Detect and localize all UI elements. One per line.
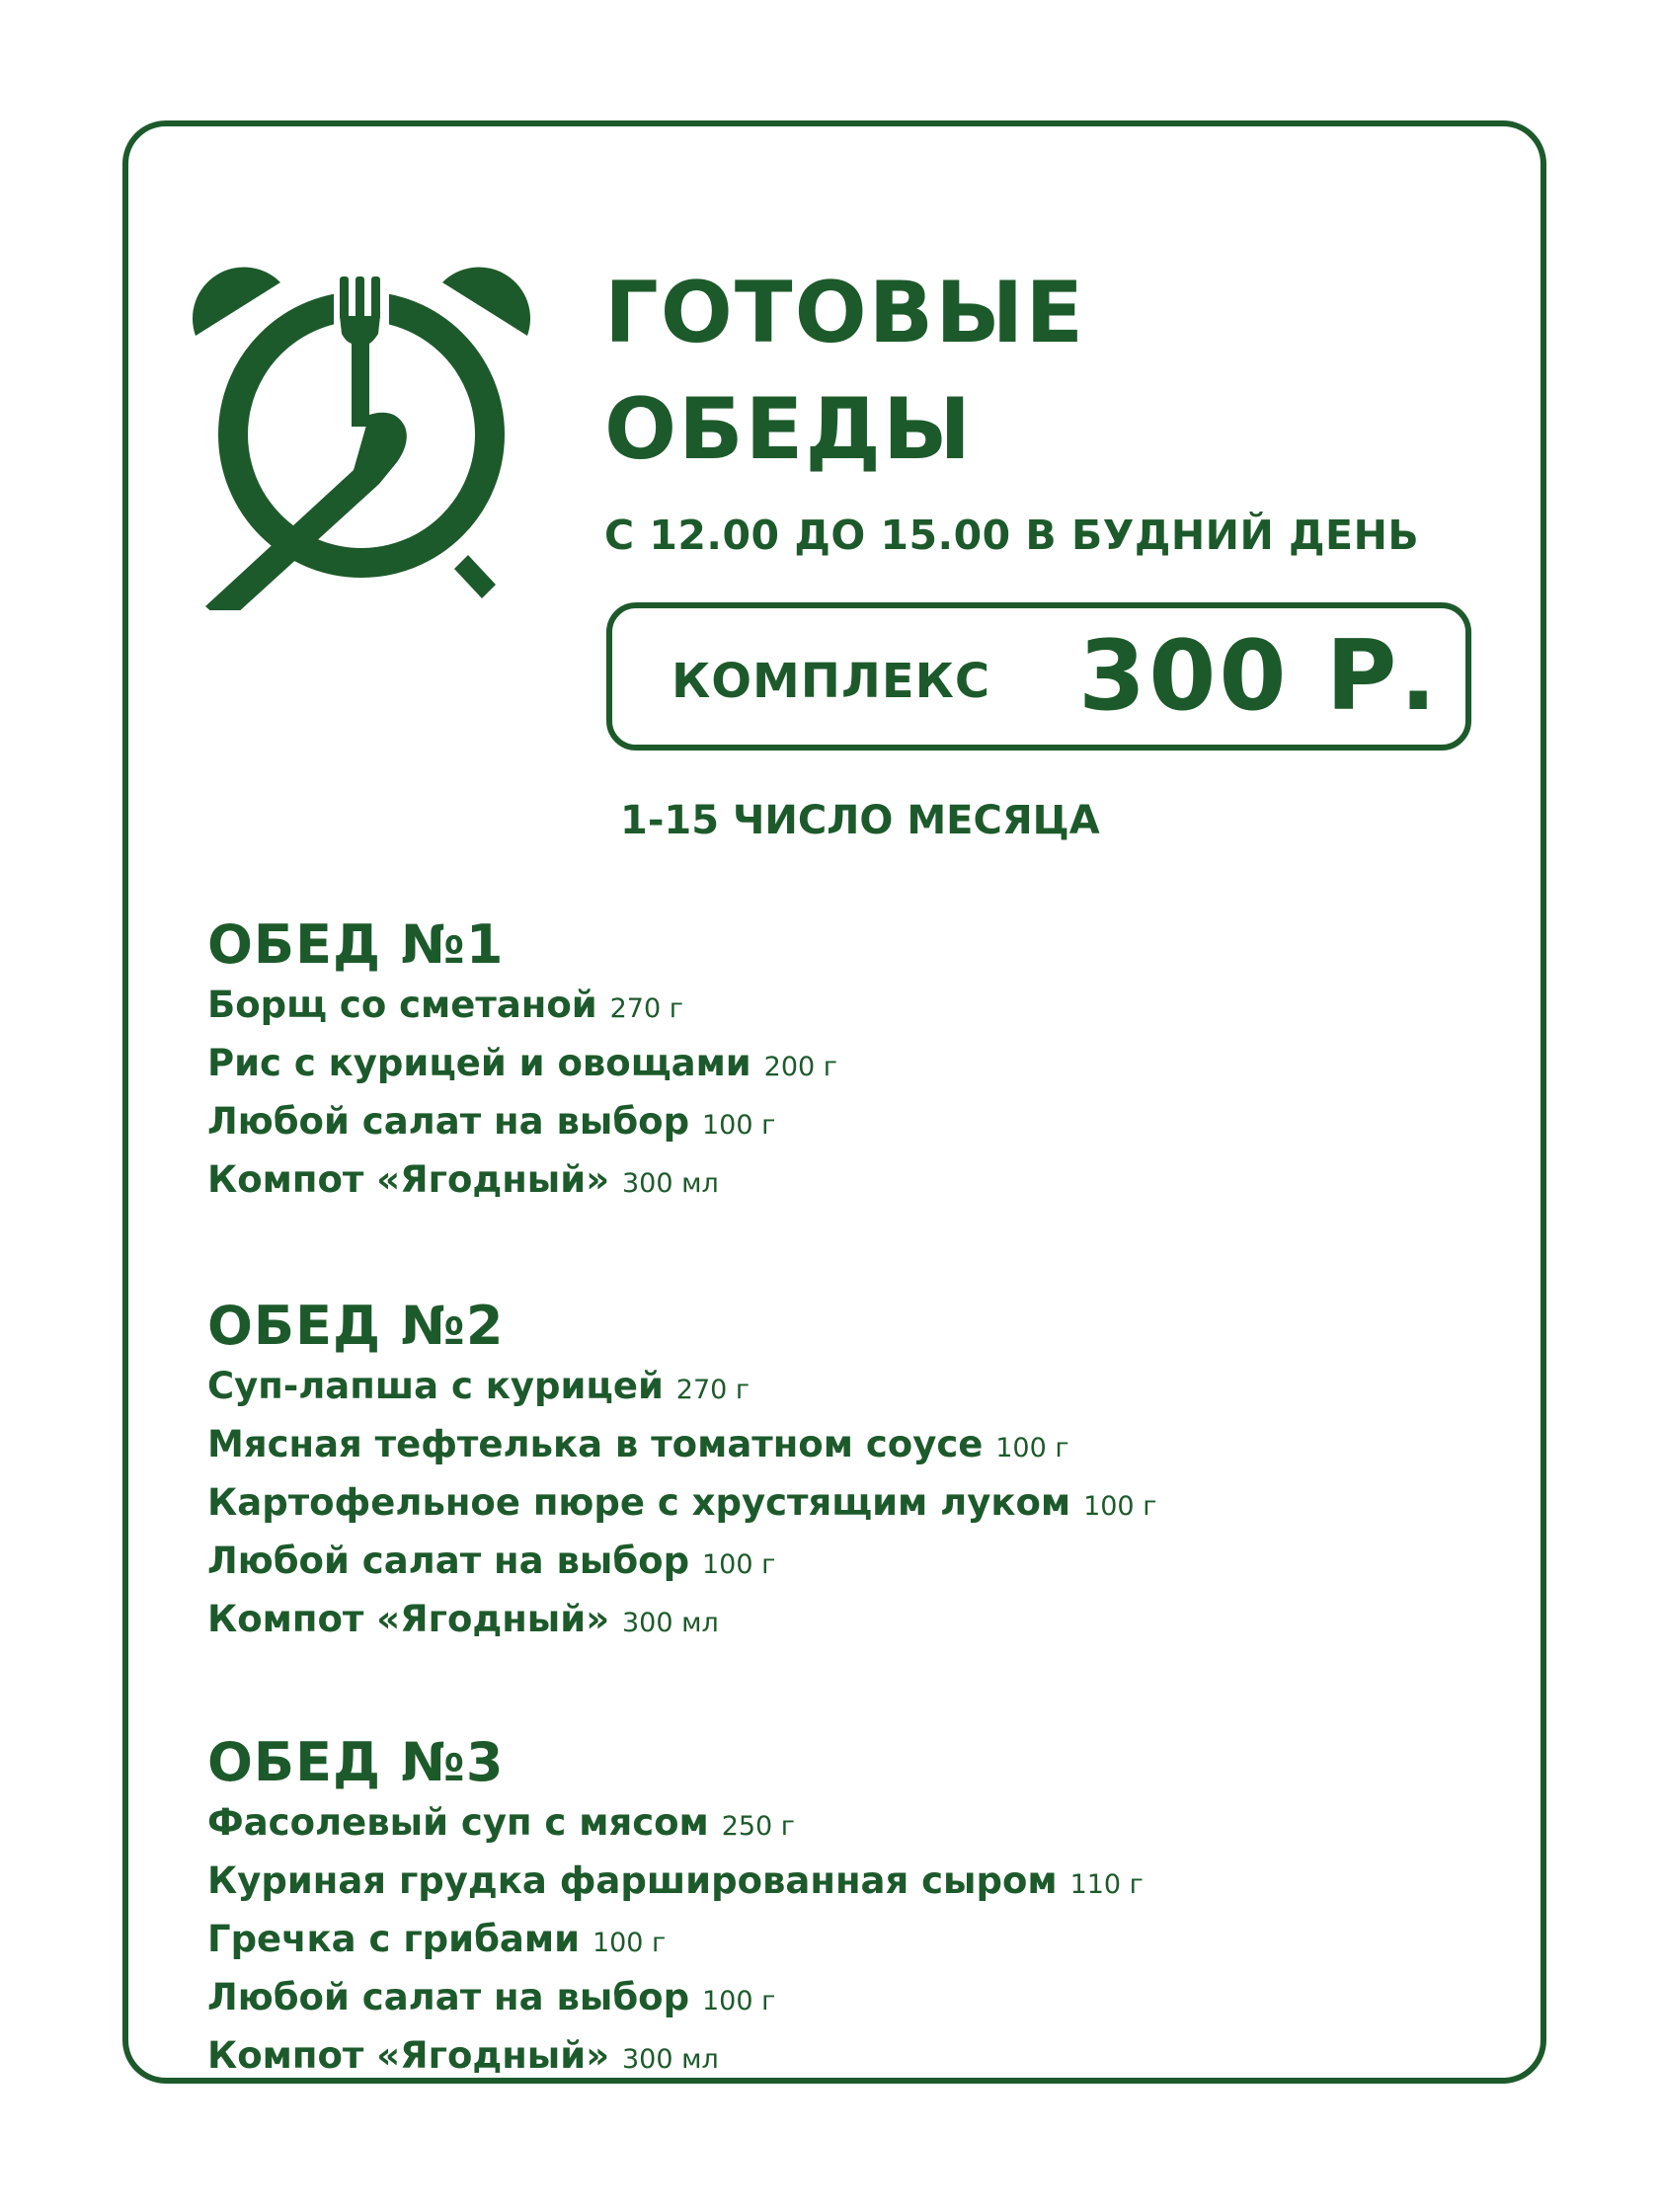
- menu-item: [207, 1854, 1144, 1912]
- dish-weight: 110 г: [1069, 1869, 1144, 1900]
- dish-name: Любой салат на выбор: [207, 1540, 690, 1582]
- alarm-clock-fork-knife-icon: [186, 259, 537, 610]
- menu-item: [207, 1475, 1156, 1534]
- menu-item: [207, 1417, 1156, 1475]
- dish-weight: 100 г: [701, 1110, 776, 1141]
- dish-name: Компот «Ягодный»: [207, 2034, 610, 2077]
- dish-weight: 100 г: [1083, 1491, 1157, 1522]
- dish-weight: 250 г: [721, 1811, 795, 1842]
- menu-item: [207, 1970, 1144, 2028]
- dish-weight: 270 г: [675, 1375, 750, 1405]
- dish-weight: 200 г: [763, 1052, 837, 1082]
- dish-name: Фасолевый суп с мясом: [207, 1801, 709, 1844]
- lunch-title: ОБЕД №3: [207, 1731, 505, 1793]
- dish-name: Компот «Ягодный»: [207, 1158, 610, 1201]
- menu-item: [207, 1152, 837, 1211]
- dish-name: Любой салат на выбор: [207, 1976, 690, 2018]
- dish-name: Борщ со сметаной: [207, 984, 597, 1026]
- price-box: [606, 602, 1471, 750]
- lunch-title: ОБЕД №2: [207, 1295, 505, 1357]
- menu-item: [207, 1036, 837, 1094]
- menu-item: [207, 1359, 1156, 1417]
- page-title: [604, 255, 1085, 488]
- dish-name: Суп-лапша с курицей: [207, 1365, 664, 1407]
- dish-weight: 100 г: [592, 1928, 667, 1958]
- lunch-section-3: [207, 1730, 1144, 2087]
- dish-name: Гречка с грибами: [207, 1918, 581, 1960]
- menu-item: [207, 1912, 1144, 1970]
- dish-name: Картофельное пюре с хрустящим луком: [207, 1481, 1071, 1524]
- dish-name: Рис с курицей и овощами: [207, 1042, 751, 1084]
- price-value: 300 Р.: [1078, 620, 1440, 733]
- dish-weight: 100 г: [995, 1433, 1069, 1463]
- menu-item: [207, 978, 837, 1036]
- dish-weight: 300 мл: [621, 1168, 719, 1199]
- dish-weight: 300 мл: [621, 1608, 719, 1638]
- dish-name: Куриная грудка фаршированная сыром: [207, 1859, 1058, 1902]
- title-line-1: ГОТОВЫЕ: [604, 264, 1086, 362]
- price-label: КОМПЛЕКС: [672, 654, 991, 709]
- dish-weight: 270 г: [609, 993, 683, 1024]
- dish-weight: 300 мл: [621, 2044, 719, 2075]
- dish-weight: 100 г: [701, 1986, 776, 2016]
- menu-item: [207, 1534, 1156, 1592]
- menu-item: [207, 1094, 837, 1152]
- dish-name: Компот «Ягодный»: [207, 1598, 610, 1640]
- serving-hours: С 12.00 ДО 15.00 В БУДНИЙ ДЕНЬ: [604, 512, 1420, 559]
- lunch-title: ОБЕД №1: [207, 913, 505, 976]
- title-line-2: ОБЕДЫ: [604, 380, 974, 479]
- menu-item: [207, 2028, 1144, 2087]
- dish-weight: 100 г: [701, 1549, 776, 1580]
- offer-period: 1-15 ЧИСЛО МЕСЯЦА: [620, 798, 1100, 843]
- dish-name: Мясная тефтелька в томатном соусе: [207, 1423, 984, 1465]
- menu-item: [207, 1795, 1144, 1854]
- dish-name: Любой салат на выбор: [207, 1100, 690, 1143]
- lunch-section-2: [207, 1294, 1156, 1650]
- lunch-section-1: [207, 912, 837, 1211]
- menu-item: [207, 1592, 1156, 1650]
